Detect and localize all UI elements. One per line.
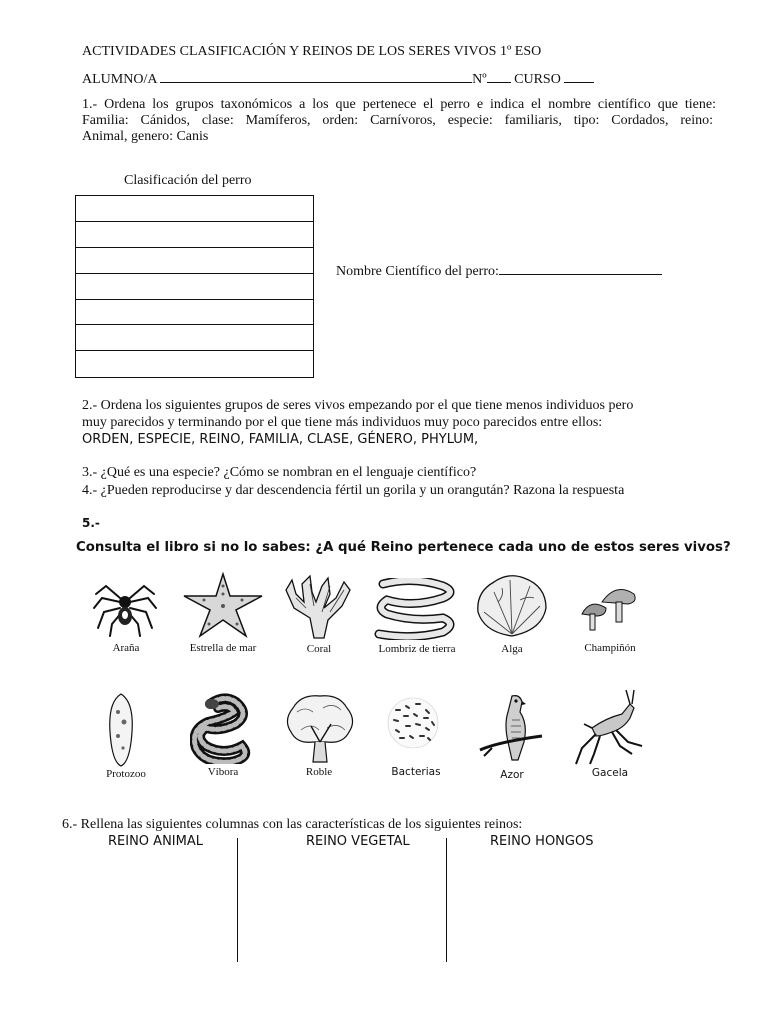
q1-line2: Familia: Cánidos, clase: Mamíferos, orden: Carnívoros, especie: familiaris, tipo: Cordados, reino: xyxy=(82,113,713,128)
q1-line3: Animal, genero: Canis xyxy=(82,129,209,144)
q1-line1: 1.- Ordena los grupos taxonómicos a los que pertenece el perro e indica el nombre científico que tiene: xyxy=(82,97,716,112)
caption-champinon: Champiñón xyxy=(584,642,636,654)
classification-row[interactable] xyxy=(76,300,313,326)
number-blank[interactable] xyxy=(487,70,511,83)
protozoan-icon xyxy=(106,692,136,768)
q4-text: 4.- ¿Pueden reproducirse y dar descendencia fértil un gorila y un orangután? Razona la respuesta xyxy=(82,483,625,498)
student-name-blank[interactable] xyxy=(160,70,472,83)
q2-line2: muy parecidos y terminando por el que tiene más individuos muy poco parecidos entre ellos: xyxy=(82,415,603,430)
scientific-name-blank[interactable] xyxy=(499,262,662,275)
scientific-name-line xyxy=(336,262,662,280)
goshawk-icon xyxy=(478,690,544,772)
caption-coral: Coral xyxy=(306,643,332,655)
classification-row[interactable] xyxy=(76,196,313,222)
course-label: CURSO xyxy=(514,72,561,87)
caption-roble: Roble xyxy=(305,766,333,778)
caption-lombriz-de-tierra: Lombriz de tierra xyxy=(378,643,456,655)
gazelle-icon xyxy=(572,688,646,766)
caption-alga: Alga xyxy=(501,643,523,655)
page-title: ACTIVIDADES CLASIFICACIÓN Y REINOS DE LOS SERES VIVOS 1º ESO xyxy=(82,44,542,59)
starfish-icon xyxy=(182,572,264,638)
q6-text: 6.- Rellena las siguientes columnas con las características de los siguientes reinos: xyxy=(62,817,523,832)
classification-row[interactable] xyxy=(76,351,313,377)
classification-table-title: Clasificación del perro xyxy=(124,173,252,188)
course-blank[interactable] xyxy=(564,70,594,83)
coral-icon xyxy=(280,572,354,640)
q5-number: 5.- xyxy=(82,516,100,530)
column-divider xyxy=(237,838,238,962)
q2-line3: ORDEN, ESPECIE, REINO, FAMILIA, CLASE, GÉNERO, PHYLUM, xyxy=(82,432,479,447)
viper-icon xyxy=(190,692,254,764)
caption-arana: Araña xyxy=(112,642,140,654)
classification-row[interactable] xyxy=(76,325,313,351)
number-label: Nº xyxy=(472,72,487,87)
algae-icon xyxy=(474,572,550,640)
mushroom-icon xyxy=(576,580,638,636)
caption-bacterias: Bacterias xyxy=(391,766,441,778)
column-header-hongos: REINO HONGOS xyxy=(490,834,594,849)
oak-tree-icon xyxy=(283,692,357,764)
classification-row[interactable] xyxy=(76,222,313,248)
column-header-animal: REINO ANIMAL xyxy=(108,834,203,849)
caption-gacela: Gacela xyxy=(591,767,629,779)
caption-protozoo: Protozoo xyxy=(106,768,146,780)
scientific-name-label: Nombre Científico del perro: xyxy=(336,264,499,279)
q2-line1: 2.- Ordena los siguientes grupos de seres vivos empezando por el que tiene menos individuos pero xyxy=(82,398,634,413)
caption-vibora: Víbora xyxy=(207,766,239,778)
student-label: ALUMNO/A xyxy=(82,72,157,87)
q3-text: 3.- ¿Qué es una especie? ¿Cómo se nombran en el lenguaje científico? xyxy=(82,465,477,480)
caption-azor: Azor xyxy=(500,769,524,781)
spider-icon xyxy=(92,572,158,638)
classification-row[interactable] xyxy=(76,248,313,274)
bacteria-icon xyxy=(386,696,440,750)
earthworm-icon xyxy=(373,578,457,640)
classification-table xyxy=(75,195,314,378)
column-divider xyxy=(446,838,447,962)
student-line xyxy=(82,70,594,88)
column-header-vegetal: REINO VEGETAL xyxy=(306,834,410,849)
caption-estrella-de-mar: Estrella de mar xyxy=(189,642,257,654)
q5-prompt: Consulta el libro si no lo sabes: ¿A qué Reino pertenece cada uno de estos seres vivos? xyxy=(76,540,731,555)
classification-row[interactable] xyxy=(76,274,313,300)
